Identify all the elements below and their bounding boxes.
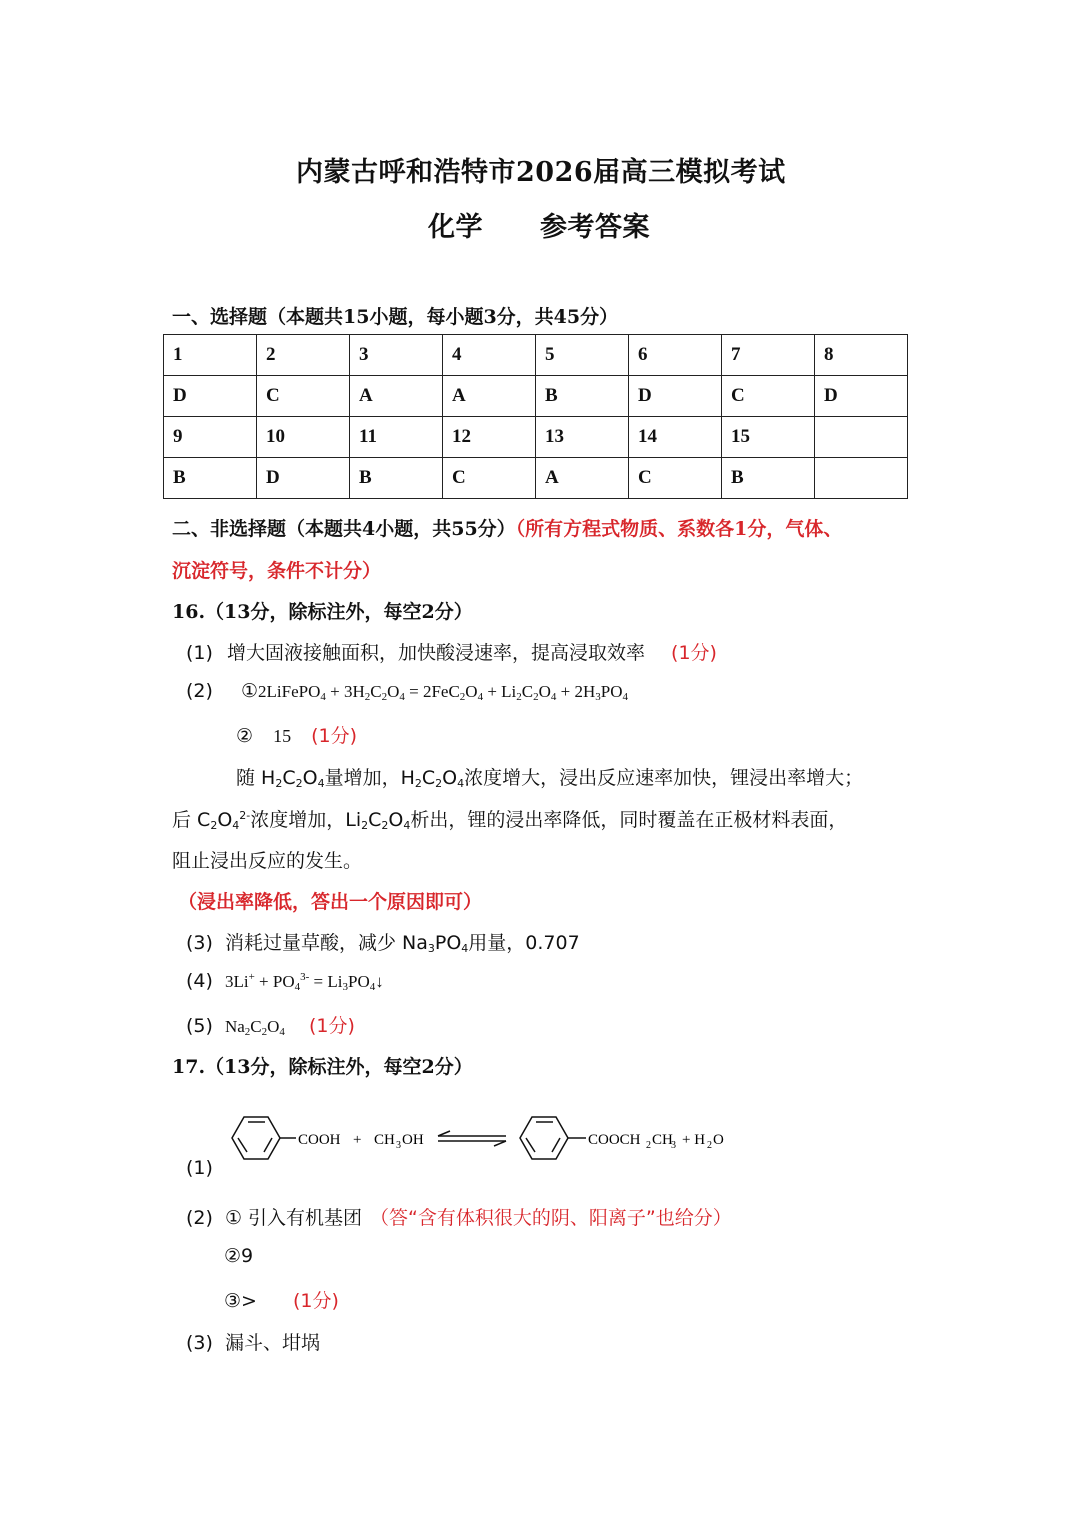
q16-part1-score: (1分) bbox=[671, 642, 717, 664]
water-head: + H bbox=[682, 1132, 706, 1148]
q17-part3-text: 漏斗、坩埚 bbox=[224, 1332, 320, 1354]
table-cell: B bbox=[536, 376, 629, 417]
p5s3: 4 bbox=[279, 1026, 285, 1038]
plus-sign-1: + bbox=[353, 1132, 362, 1148]
water-tail: O bbox=[713, 1132, 724, 1148]
q17-part2-item3 bbox=[224, 1286, 339, 1313]
e1s1: 2 bbox=[275, 777, 283, 790]
q16-part4-label: (4) bbox=[186, 970, 213, 992]
sub-4c: 4 bbox=[477, 691, 484, 703]
table-cell: C bbox=[257, 376, 350, 417]
table-cell: 14 bbox=[629, 417, 722, 458]
q17-part1-label: (1) bbox=[186, 1157, 213, 1179]
table-row bbox=[164, 417, 908, 458]
water-sub: 2 bbox=[707, 1140, 712, 1151]
p4b: + PO bbox=[254, 972, 295, 991]
table-cell: C bbox=[722, 376, 815, 417]
q16-explain-note: （浸出率降低，答出一个原因即可） bbox=[178, 891, 483, 913]
sub-3a: 3 bbox=[595, 691, 601, 703]
q17-part2-item2: ②9 bbox=[224, 1245, 254, 1267]
sub-2d: 2 bbox=[516, 691, 522, 703]
eq-reactant2: + 3H bbox=[325, 682, 365, 701]
q17-part3-label: (3) bbox=[186, 1332, 213, 1354]
table-cell: D bbox=[257, 458, 350, 499]
explain2c: 析出，锂的浸出率降低，同时覆盖在正极材料表面， bbox=[410, 809, 848, 831]
e1s5: 2 bbox=[435, 777, 443, 790]
p4c: = Li bbox=[309, 972, 343, 991]
q16-explain-line1: 随 $H_2C_2O_4$量增加，$H_2C_2O_4$浓度增大，浸出反应速率加快，锂浸出率增大； bbox=[236, 767, 864, 790]
table-cell: A bbox=[536, 458, 629, 499]
table-cell: D bbox=[164, 376, 257, 417]
p4s3: 3- bbox=[300, 971, 310, 983]
q16-part3: (3) 消耗过量草酸，减少 $Na_3PO_4$用量，0.707 bbox=[186, 932, 580, 955]
section2-heading bbox=[172, 514, 842, 541]
q16-heading: 16.（13分，除标注外，每空2分） bbox=[172, 601, 473, 623]
q16-part2-sub2: ② bbox=[236, 725, 254, 747]
section2-note-line2: 沉淀符号，条件不计分） bbox=[172, 560, 382, 582]
q16-explain-line3: 阻止浸出反应的发生。 bbox=[172, 850, 363, 872]
methanol-sub: 3 bbox=[396, 1140, 401, 1151]
table-cell: 15 bbox=[722, 417, 815, 458]
benzene-ring-reactant bbox=[232, 1117, 296, 1159]
table-cell: C bbox=[443, 458, 536, 499]
q16-part5-label: (5) bbox=[186, 1015, 213, 1037]
q16-part2-score: (1分) bbox=[311, 725, 358, 747]
q16-part1-label: (1) bbox=[186, 642, 213, 664]
sub-4b: 4 bbox=[399, 691, 405, 703]
answer-table bbox=[163, 334, 908, 499]
table-cell: 11 bbox=[350, 417, 443, 458]
q17-part2-item1-note: （答“含有体积很大的阴、阳离子”也给分） bbox=[370, 1207, 732, 1229]
table-cell: B bbox=[722, 458, 815, 499]
p4d: ↓ bbox=[375, 972, 384, 991]
methanol-tail: OH bbox=[402, 1132, 424, 1148]
eq-reactant1: 2LiFePO bbox=[258, 682, 321, 701]
carboxyl-group: COOH bbox=[298, 1132, 341, 1148]
e1s3: 4 bbox=[317, 777, 325, 790]
table-cell: 1 bbox=[164, 335, 257, 376]
q16-part5: (5) $Na_2C_2O_4$ (1分) bbox=[186, 1015, 355, 1038]
q16-part1-text: 增大固液接触面积，加快酸浸速率，提高浸取效率 bbox=[226, 642, 645, 664]
table-row bbox=[164, 376, 908, 417]
q17-heading: 17.（13分，除标注外，每空2分） bbox=[172, 1056, 473, 1078]
explain2b: 浓度增加，Li bbox=[250, 809, 362, 831]
p4a: 3Li bbox=[224, 972, 249, 991]
table-cell: 5 bbox=[536, 335, 629, 376]
p5a: Na bbox=[224, 1017, 245, 1036]
equation: 2LiFePO$_4$ + $3H_2C_2O_4 = 2FeC_2O_4 + Li_2C_2O_4 + 2H_3PO_4$ bbox=[258, 682, 629, 703]
sub-4e: 4 bbox=[622, 691, 629, 703]
sub-4a: 4 bbox=[320, 691, 326, 703]
section1-heading: 一、选择题（本题共15小题，每小题3分，共45分） bbox=[172, 306, 619, 328]
table-cell: 13 bbox=[536, 417, 629, 458]
q17-part2-item1: ① 引入有机基团 bbox=[224, 1207, 363, 1229]
table-cell: 9 bbox=[164, 417, 257, 458]
table-cell: C bbox=[629, 458, 722, 499]
benzene-ring-product bbox=[520, 1117, 586, 1159]
sub-2c: 2 bbox=[459, 691, 466, 703]
sub-2a: 2 bbox=[364, 691, 371, 703]
p4s4: 3 bbox=[342, 981, 348, 993]
table-cell: 10 bbox=[257, 417, 350, 458]
table-cell: D bbox=[815, 376, 908, 417]
table-cell: A bbox=[350, 376, 443, 417]
explain1c: 浓度增大，浸出反应速率加快，锂浸出率增大； bbox=[464, 767, 864, 789]
q17-part2-label: (2) bbox=[186, 1207, 213, 1229]
ester-sub-2: 3 bbox=[671, 1140, 676, 1151]
eq-product2: + Li bbox=[483, 682, 517, 701]
e2s3: 2- bbox=[239, 809, 251, 822]
q16-part3-text-b: 用量，0.707 bbox=[468, 932, 580, 954]
subject-title: 化学 bbox=[428, 212, 483, 243]
table-row bbox=[164, 335, 908, 376]
e2s6: 4 bbox=[403, 819, 411, 832]
table-cell bbox=[815, 458, 908, 499]
q16-part2-value: 15 bbox=[273, 726, 292, 746]
e2s5: 2 bbox=[381, 819, 389, 832]
q16-part2-item2 bbox=[236, 721, 357, 748]
table-cell: D bbox=[629, 376, 722, 417]
table-cell: B bbox=[350, 458, 443, 499]
p4s5: 4 bbox=[369, 981, 376, 993]
table-cell: 8 bbox=[815, 335, 908, 376]
table-cell bbox=[815, 417, 908, 458]
p5s1: 2 bbox=[244, 1026, 251, 1038]
table-cell: 7 bbox=[722, 335, 815, 376]
explain2a: 后 C bbox=[172, 809, 211, 831]
esterification-reaction bbox=[220, 1108, 740, 1168]
explain1a: 随 H bbox=[236, 767, 276, 789]
q16-part2-label: (2) bbox=[186, 680, 213, 702]
e2s1: 2 bbox=[210, 819, 218, 832]
sub-2e: 2 bbox=[533, 691, 539, 703]
ester-sub-1: 2 bbox=[646, 1140, 651, 1151]
eq-product3-tail: PO bbox=[600, 682, 623, 701]
q17-part2-item3-text: ③> bbox=[224, 1290, 257, 1312]
eq-product3: + 2H bbox=[556, 682, 596, 701]
table-cell: B bbox=[164, 458, 257, 499]
e1s2: 2 bbox=[295, 777, 303, 790]
p4s2: 4 bbox=[294, 981, 301, 993]
e2s2: 4 bbox=[232, 819, 240, 832]
table-cell: 12 bbox=[443, 417, 536, 458]
q16-part3-label: (3) bbox=[186, 932, 213, 954]
sub-4d: 4 bbox=[550, 691, 557, 703]
p5s2: 2 bbox=[261, 1026, 268, 1038]
section2-title: 二、非选择题（本题共4小题，共55分） bbox=[172, 518, 516, 540]
q16-part2-sub1: ① bbox=[240, 680, 259, 702]
table-cell: 3 bbox=[350, 335, 443, 376]
table-cell: 2 bbox=[257, 335, 350, 376]
e1s4: 2 bbox=[414, 777, 422, 790]
q16-part2-equation bbox=[186, 680, 628, 703]
e2s4: 2 bbox=[361, 819, 369, 832]
p3s2: 4 bbox=[461, 942, 469, 955]
table-cell: A bbox=[443, 376, 536, 417]
answer-key-title: 参考答案 bbox=[540, 212, 650, 243]
table-row bbox=[164, 458, 908, 499]
q17-part3 bbox=[186, 1328, 320, 1355]
document-title: 内蒙古呼和浩特市2026届高三模拟考试 bbox=[296, 157, 786, 188]
q16-part5-score: (1分) bbox=[308, 1015, 355, 1037]
q16-part3-text-a: 消耗过量草酸，减少 Na bbox=[224, 932, 428, 954]
equilibrium-arrow-icon bbox=[438, 1131, 506, 1146]
explain1b: 量增加，H bbox=[324, 767, 415, 789]
ester-group-a: COOCH bbox=[588, 1132, 641, 1148]
table-cell: 6 bbox=[629, 335, 722, 376]
section2-note: （所有方程式物质、系数各1分，气体、 bbox=[515, 518, 843, 540]
sub-2b: 2 bbox=[381, 691, 388, 703]
q16-explain-line2: 后 $C_2O_4^{2-}$浓度增加，$Li_2C_2O_4$析出，锂的浸出率降低，同时覆盖在正极材料表面， bbox=[172, 809, 848, 832]
q17-part2 bbox=[186, 1203, 732, 1230]
methanol-head: CH bbox=[374, 1132, 395, 1148]
table-cell: 4 bbox=[443, 335, 536, 376]
q17-part2-item3-score: (1分) bbox=[293, 1290, 339, 1312]
p3s1: 3 bbox=[427, 942, 435, 955]
eq-product1: = 2FeC bbox=[404, 682, 460, 701]
ester-group-b: CH bbox=[652, 1132, 673, 1148]
e1s6: 4 bbox=[457, 777, 465, 790]
q16-part4: (4) $3Li^+ + PO_4^{3-}$ = $Li_3PO_4↓$ bbox=[186, 970, 384, 993]
q16-part1 bbox=[186, 638, 717, 665]
p4s1: + bbox=[248, 971, 255, 983]
